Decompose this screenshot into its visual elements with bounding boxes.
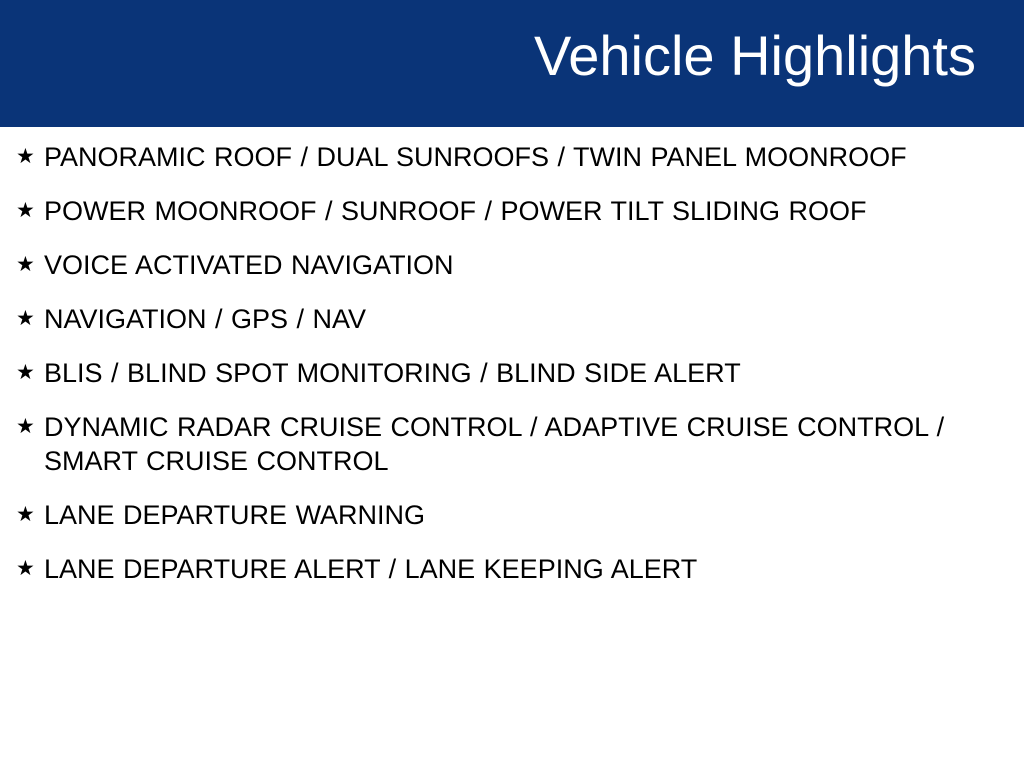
list-item: [0, 552, 1024, 586]
highlights-list: [0, 140, 1024, 606]
star-icon: ★: [16, 145, 35, 168]
list-item-label: PANORAMIC ROOF / DUAL SUNROOFS / TWIN PANEL MOONROOF: [44, 142, 907, 172]
list-item: [0, 140, 1024, 174]
star-icon: ★: [16, 307, 35, 330]
list-item-label: DYNAMIC RADAR CRUISE CONTROL / ADAPTIVE CRUISE CONTROL / SMART CRUISE CONTROL: [44, 412, 945, 476]
list-item: [0, 356, 1024, 390]
list-item: [0, 248, 1024, 282]
star-icon: ★: [16, 415, 35, 438]
list-item-label: POWER MOONROOF / SUNROOF / POWER TILT SLIDING ROOF: [44, 196, 867, 226]
list-item: [0, 410, 1024, 478]
star-icon: ★: [16, 557, 35, 580]
list-item-label: VOICE ACTIVATED NAVIGATION: [44, 250, 454, 280]
star-icon: ★: [16, 361, 35, 384]
page-title: Vehicle Highlights: [533, 24, 976, 87]
star-icon: ★: [16, 503, 35, 526]
list-item: [0, 498, 1024, 532]
list-item-label: NAVIGATION / GPS / NAV: [44, 304, 367, 334]
list-item: [0, 194, 1024, 228]
list-item-label: LANE DEPARTURE WARNING: [44, 500, 426, 530]
list-item-label: BLIS / BLIND SPOT MONITORING / BLIND SIDE ALERT: [44, 358, 741, 388]
list-item-label: LANE DEPARTURE ALERT / LANE KEEPING ALERT: [44, 554, 698, 584]
star-icon: ★: [16, 253, 35, 276]
list-item: [0, 302, 1024, 336]
slide-header-band: [0, 0, 1024, 127]
star-icon: ★: [16, 199, 35, 222]
